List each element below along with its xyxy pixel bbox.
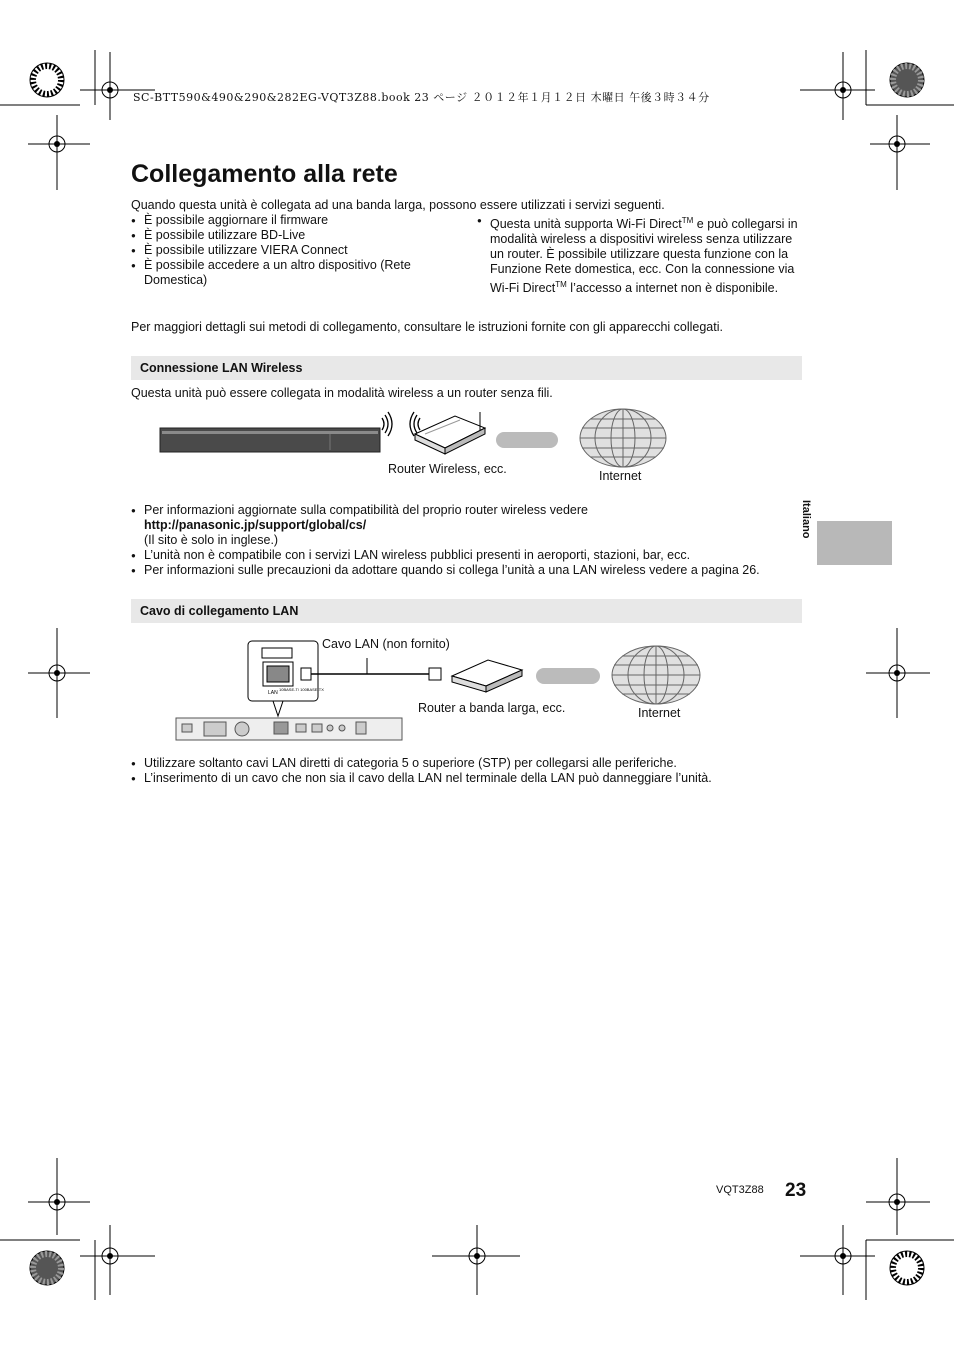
page-title: Collegamento alla rete <box>131 160 398 188</box>
wifi-direct-note <box>477 213 802 296</box>
list-item: ● L’inserimento di un cavo che non sia il cavo della LAN nel terminale della LAN può danneggiare l’unità. <box>131 771 802 786</box>
document-code: VQT3Z88 <box>716 1184 764 1196</box>
player-rear-panel-icon <box>176 718 402 740</box>
cable-internet-label: Internet <box>638 706 681 720</box>
wireless-internet-label: Internet <box>599 469 642 483</box>
connection-pill <box>536 668 600 684</box>
wireless-notes <box>131 503 802 578</box>
more-info-text: Per maggiori dettagli sui metodi di collegamento, consultare le istruzioni fornite con gli apparecchi collegati. <box>131 320 723 334</box>
cable-label: Cavo LAN (non fornito) <box>322 637 450 651</box>
support-link[interactable]: http://panasonic.jp/support/global/cs/ <box>144 518 367 532</box>
port-spec: 10BASE-T/ 100BASE-TX <box>279 687 324 692</box>
cable-notes <box>131 756 802 786</box>
broadband-router-label: Router a banda larga, ecc. <box>418 701 566 715</box>
list-item: ● È possibile utilizzare BD-Live <box>131 228 431 243</box>
list-item: ● Per informazioni sulle precauzioni da adottare quando si collega l’unità a una LAN wireless vedere a pagina 26. <box>131 563 802 578</box>
list-item: ● L’unità non è compatibile con i servizi LAN wireless pubblici presenti in aeroporti, stazioni, bar, ecc. <box>131 548 802 563</box>
broadband-router-icon <box>452 660 522 692</box>
section-wireless-heading: Connessione LAN Wireless <box>131 356 802 380</box>
wireless-intro: Questa unità può essere collegata in modalità wireless a un router senza fili. <box>131 386 553 400</box>
globe-icon <box>612 646 700 704</box>
wireless-router-label: Router Wireless, ecc. <box>388 462 507 476</box>
list-item: ● È possibile accedere a un altro dispositivo (Rete Domestica) <box>131 258 431 288</box>
print-header: SC-BTT590&490&290&282EG-VQT3Z88.book 23 ページ ２０１２年１月１２日 木曜日 午後３時３４分 <box>133 91 710 104</box>
language-label: Italiano <box>800 500 812 539</box>
list-item: ● Per informazioni aggiornate sulla compatibilità del proprio router wireless vedere http://panasonic.jp/support/global/cs/ (Il sito è solo in inglese.) <box>131 503 802 548</box>
list-item: ● Utilizzare soltanto cavi LAN diretti di categoria 5 o superiore (STP) per collegarsi alle periferiche. <box>131 756 802 771</box>
globe-icon <box>580 409 666 467</box>
cable-diagram <box>170 636 710 744</box>
list-item: ● È possibile aggiornare il firmware <box>131 213 431 228</box>
language-tab <box>817 521 892 565</box>
section-cable-heading: Cavo di collegamento LAN <box>131 599 802 623</box>
connection-pill <box>496 432 558 448</box>
wireless-signal-icon <box>382 412 420 436</box>
router-icon <box>415 412 485 454</box>
list-item: ● Questa unità supporta Wi-Fi Direct™ e può collegarsi in modalità wireless a dispositivi wireless senza utilizzare un router. È possibile utilizzare questa funzione con la Funzione Rete domestica, ecc. Con la connessione via Wi-Fi Direct™ l’accesso a internet non è disponibile. <box>477 213 802 296</box>
player-icon <box>160 428 380 452</box>
port-label: LAN <box>268 690 278 696</box>
list-item: ● È possibile utilizzare VIERA Connect <box>131 243 431 258</box>
intro-text: Quando questa unità è collegata ad una banda larga, possono essere utilizzati i servizi seguenti. <box>131 198 665 212</box>
page-number: 23 <box>785 1180 807 1201</box>
services-list-left <box>131 213 431 288</box>
